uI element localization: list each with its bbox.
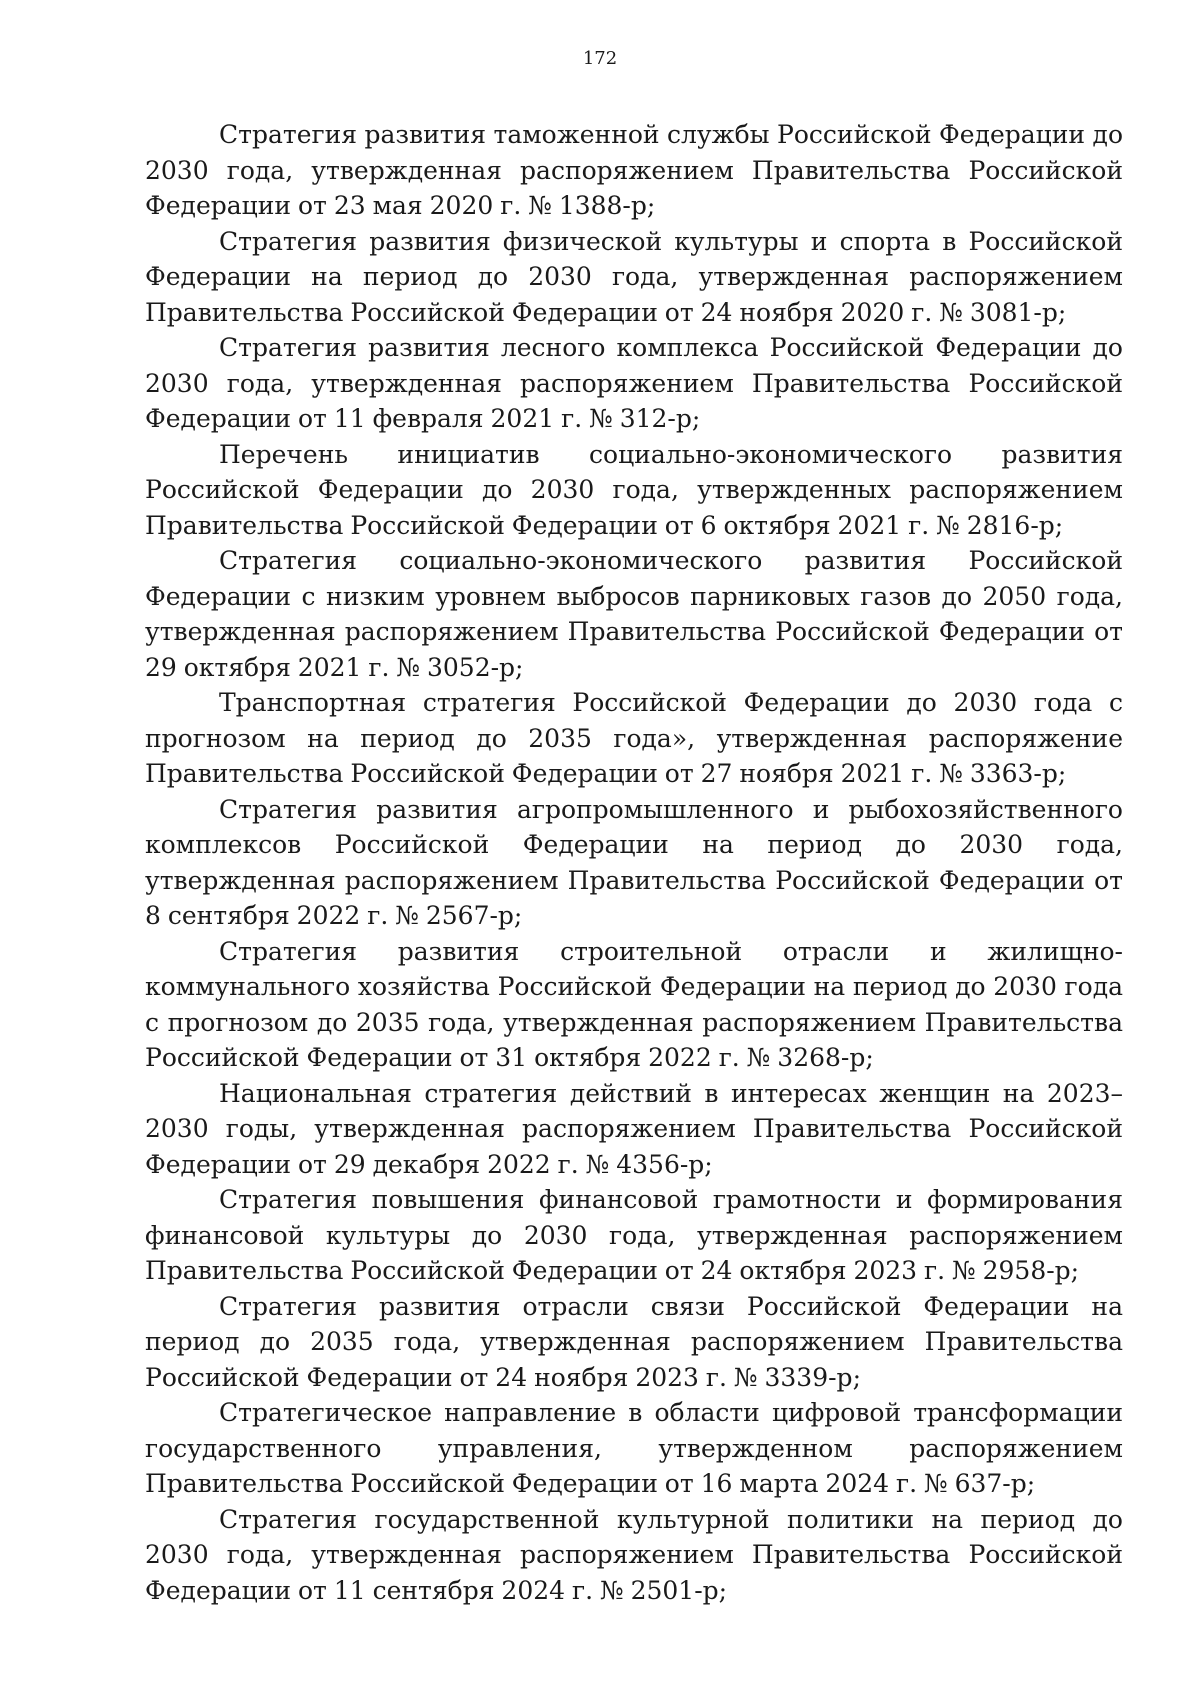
document-entry: Стратегия развития таможенной службы Российской Федерации до 2030 года, утвержденная распоряжением Правительства Российской Федерации от 23 мая 2020 г. № 1388-р; bbox=[145, 120, 1123, 220]
document-entry: Стратегия развития лесного комплекса Российской Федерации до 2030 года, утвержденная распоряжением Правительства Российской Федерации от 11 февраля 2021 г. № 312-р; bbox=[145, 333, 1123, 433]
document-entry: Национальная стратегия действий в интересах женщин на 2023–2030 годы, утвержденная распоряжением Правительства Российской Федерации от 29 декабря 2022 г. № 4356-р; bbox=[145, 1078, 1123, 1179]
document-entry: Стратегия развития строительной отрасли и жилищно-коммунального хозяйства Российской Федерации на период до 2030 года с прогнозом до 2035 года, утвержденная распоряжением Правительства Российской Федерации от 31 октября 2022 г. № 3268-р; bbox=[145, 936, 1123, 1072]
document-body bbox=[145, 117, 1123, 1608]
document-entry: Стратегия развития физической культуры и спорта в Российской Федерации на период до 2030 года, утвержденная распоряжением Правительства Российской Федерации от 24 ноября 2020 г. № 3081-р; bbox=[145, 226, 1123, 327]
document-entry: Стратегия государственной культурной политики на период до 2030 года, утвержденная распоряжением Правительства Российской Федерации от 11 сентября 2024 г. № 2501-р; bbox=[145, 1504, 1123, 1605]
document-entry: Стратегия повышения финансовой грамотности и формирования финансовой культуры до 2030 года, утвержденная распоряжением Правительства Российской Федерации от 24 октября 2023 г. № 2958-р; bbox=[145, 1185, 1123, 1285]
document-entry: Перечень инициатив социально-экономического развития Российской Федерации до 2030 года, утвержденных распоряжением Правительства Российской Федерации от 6 октября 2021 г. № 2816-р; bbox=[145, 439, 1123, 540]
document-entry: Стратегия развития отрасли связи Российской Федерации на период до 2035 года, утвержденная распоряжением Правительства Российской Федерации от 24 ноября 2023 г. № 3339-р; bbox=[145, 1291, 1123, 1392]
document-entry: Стратегия развития агропромышленного и рыбохозяйственного комплексов Российской Федерации на период до 2030 года, утвержденная распоряжением Правительства Российской Федерации от 8 сентября 2022 г. № 2567-р; bbox=[145, 794, 1123, 930]
document-entry: Транспортная стратегия Российской Федерации до 2030 года с прогнозом на период до 2035 года», утвержденная распоряжение Правительства Российской Федерации от 27 ноября 2021 г. № 3363-р; bbox=[145, 688, 1123, 788]
page-number: 172 bbox=[582, 48, 618, 69]
document-entry: Стратегия социально-экономического развития Российской Федерации с низким уровнем выбросов парниковых газов до 2050 года, утвержденная распоряжением Правительства Российской Федерации от 29 октября 2021 г. № 3052-р; bbox=[145, 546, 1123, 682]
document-entry: Стратегическое направление в области цифровой трансформации государственного управления, утвержденном распоряжением Правительства Российской Федерации от 16 марта 2024 г. № 637-р; bbox=[145, 1398, 1123, 1498]
